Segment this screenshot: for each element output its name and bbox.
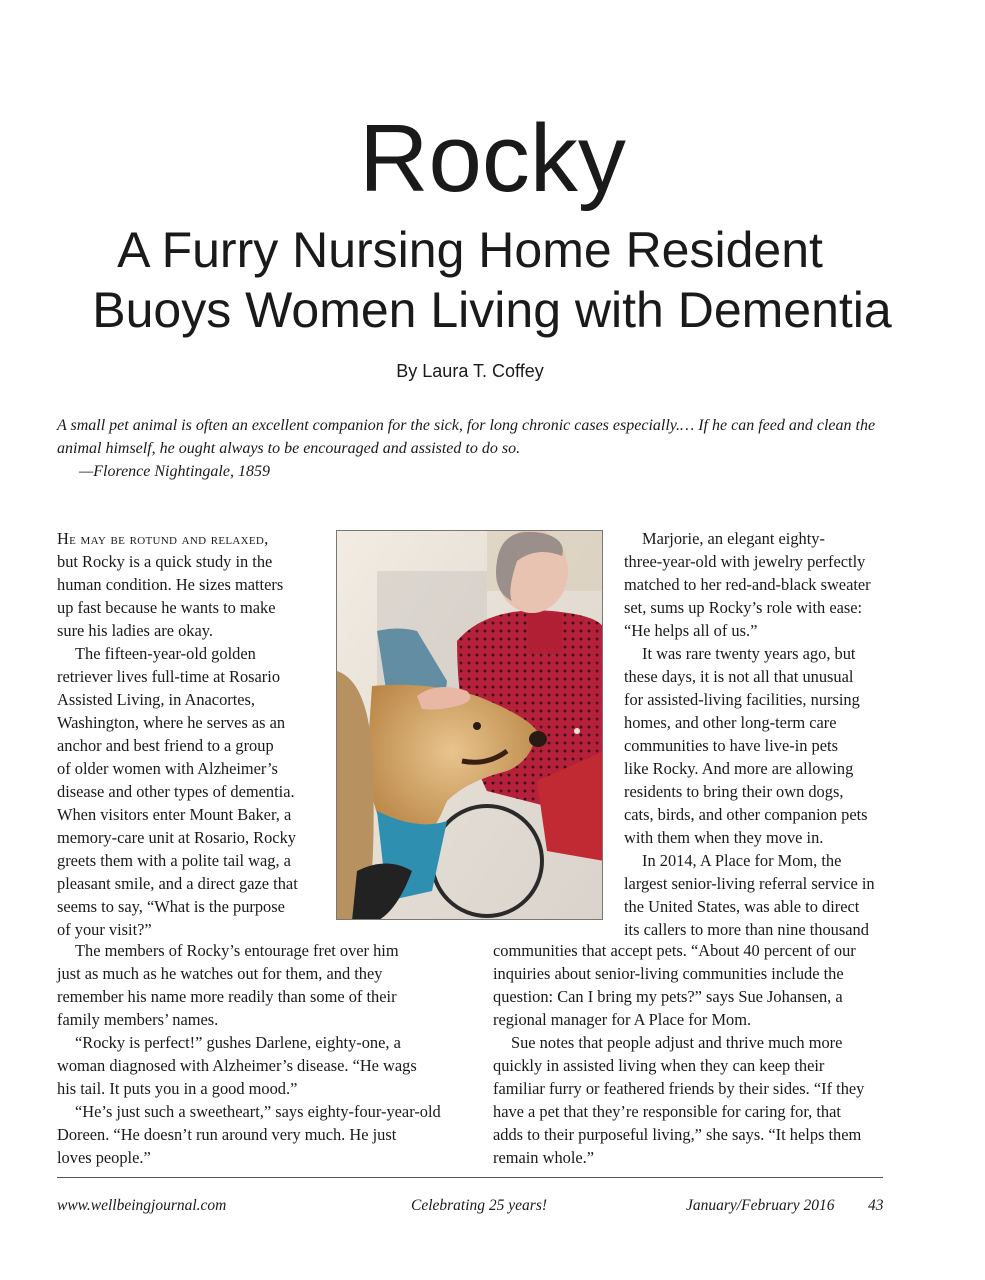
article-subtitle-line-1: A Furry Nursing Home Resident <box>117 222 823 278</box>
footer-tagline: Celebrating 25 years! <box>411 1197 548 1214</box>
body-text-line: up fast because he wants to make <box>57 598 276 617</box>
body-text-line: communities that accept pets. “About 40 percent of our <box>493 941 856 960</box>
body-text-line: It was rare twenty years ago, but <box>642 644 856 663</box>
body-text-line: regional manager for A Place for Mom. <box>493 1010 752 1029</box>
body-text-line: memory-care unit at Rosario, Rocky <box>57 828 296 847</box>
body-column-left-top <box>57 527 298 941</box>
body-text-line: seems to say, “What is the purpose <box>57 897 285 916</box>
body-text-line: largest senior-living referral service in <box>624 874 875 893</box>
body-text-line: question: Can I bring my pets?” says Sue Johansen, a <box>493 987 843 1006</box>
body-text-line: familiar furry or feathered friends by their sides. “If they <box>493 1079 865 1098</box>
body-text-line: the United States, was able to direct <box>624 897 860 916</box>
body-text-line: Doreen. “He doesn’t run around very much. He just <box>57 1125 397 1144</box>
article-title: Rocky <box>359 105 626 212</box>
epigraph <box>57 414 897 483</box>
body-text-line: quickly in assisted living when they can keep their <box>493 1056 825 1075</box>
epigraph-line: A small pet animal is often an excellent companion for the sick, for long chronic cases especially.… If he can feed and clean the <box>57 417 876 434</box>
body-text-line: like Rocky. And more are allowing <box>624 759 854 778</box>
body-text-line: with them when they move in. <box>624 828 824 847</box>
body-column-left-bottom <box>57 939 441 1169</box>
body-text-line: residents to bring their own dogs, <box>624 782 844 801</box>
body-text-line: these days, it is not all that unusual <box>624 667 854 686</box>
body-text-line: Sue notes that people adjust and thrive much more <box>511 1033 843 1052</box>
body-text-line: “He’s just such a sweetheart,” says eighty-four-year-old <box>75 1102 441 1121</box>
body-text-line: “He helps all of us.” <box>624 621 758 640</box>
footer-website: www.wellbeingjournal.com <box>57 1197 227 1214</box>
body-text-line: anchor and best friend to a group <box>57 736 274 755</box>
body-text-line: remember his name more readily than some of their <box>57 987 397 1006</box>
body-text-line: Assisted Living, in Anacortes, <box>57 690 256 709</box>
photo-dog-with-woman-icon <box>337 531 603 920</box>
body-text-line: just as much as he watches out for them, and they <box>57 964 383 983</box>
body-text-line: remain whole.” <box>493 1148 595 1167</box>
body-text-line: human condition. He sizes matters <box>57 575 284 594</box>
body-text-line: matched to her red-and-black sweater <box>624 575 871 594</box>
body-text-line: Marjorie, an elegant eighty- <box>642 529 825 548</box>
body-text-line: woman diagnosed with Alzheimer’s disease. “He wags <box>57 1056 417 1075</box>
epigraph-attribution: —Florence Nightingale, 1859 <box>79 463 270 480</box>
body-text-line: In 2014, A Place for Mom, the <box>642 851 842 870</box>
body-text-line: When visitors enter Mount Baker, a <box>57 805 292 824</box>
footer-issue: January/February 2016 <box>686 1197 835 1214</box>
body-text-line: his tail. It puts you in a good mood.” <box>57 1079 298 1098</box>
body-text-line: disease and other types of dementia. <box>57 782 295 801</box>
body-column-right-bottom <box>493 939 864 1169</box>
body-text-line: of your visit?” <box>57 920 152 939</box>
body-text-line: for assisted-living facilities, nursing <box>624 690 860 709</box>
body-text-line: of older women with Alzheimer’s <box>57 759 278 778</box>
article-subtitle-line-2: Buoys Women Living with Dementia <box>92 282 892 338</box>
body-text-line: retriever lives full-time at Rosario <box>57 667 281 686</box>
body-text-line: cats, birds, and other companion pets <box>624 805 868 824</box>
body-text-line: Washington, where he serves as an <box>57 713 286 732</box>
body-text-line: loves people.” <box>57 1148 151 1167</box>
body-text-line: family members’ names. <box>57 1010 219 1029</box>
body-text-line: The members of Rocky’s entourage fret over him <box>75 941 399 960</box>
body-text-line: adds to their purposeful living,” she says. “It helps them <box>493 1125 862 1144</box>
body-text-line: sure his ladies are okay. <box>57 621 213 640</box>
body-text-line: but Rocky is a quick study in the <box>57 552 273 571</box>
body-text-line: The fifteen-year-old golden <box>75 644 256 663</box>
body-text-line: homes, and other long-term care <box>624 713 837 732</box>
page-number: 43 <box>868 1197 884 1214</box>
body-text-line: “Rocky is perfect!” gushes Darlene, eighty-one, a <box>75 1033 401 1052</box>
body-text-line: its callers to more than nine thousand <box>624 920 869 939</box>
body-text-line: He may be rotund and relaxed, <box>57 529 269 548</box>
article-photo <box>336 530 603 920</box>
body-column-right-top <box>624 527 875 941</box>
body-text-line: greets them with a polite tail wag, a <box>57 851 291 870</box>
footer-divider <box>57 1177 883 1178</box>
byline: By Laura T. Coffey <box>396 361 544 381</box>
body-text-line: set, sums up Rocky’s role with ease: <box>624 598 863 617</box>
epigraph-line: animal himself, he ought always to be encouraged and assisted to do so. <box>57 440 521 457</box>
body-text-line: inquiries about senior-living communities include the <box>493 964 844 983</box>
body-text-line: have a pet that they’re responsible for caring for, that <box>493 1102 841 1121</box>
body-text-line: three-year-old with jewelry perfectly <box>624 552 866 571</box>
body-text-line: communities to have live-in pets <box>624 736 838 755</box>
body-text-line: pleasant smile, and a direct gaze that <box>57 874 298 893</box>
